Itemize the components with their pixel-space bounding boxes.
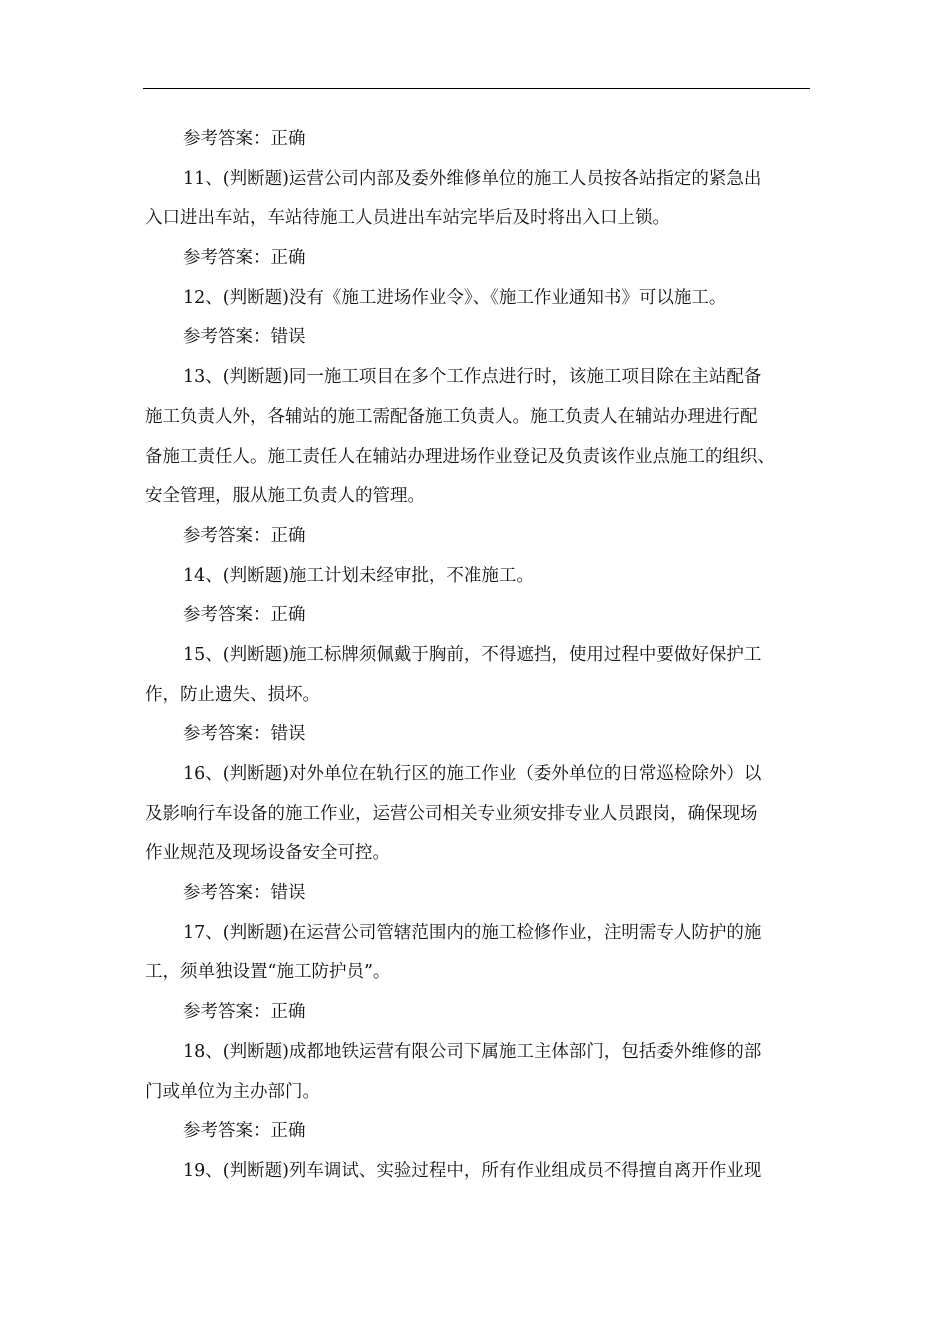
question-text-line: 18、(判断题)成都地铁运营有限公司下属施工主体部门，包括委外维修的部 — [183, 1041, 762, 1062]
question-11 — [145, 160, 810, 279]
answer-line: 参考答案：正确 — [183, 525, 306, 546]
answer-line: 参考答案：错误 — [183, 883, 306, 904]
question-text-line: 工，须单独设置“施工防护员”。 — [145, 962, 391, 983]
question-text-line: 17、(判断题)在运营公司管辖范围内的施工检修作业，注明需专人防护的施 — [183, 922, 762, 943]
question-text-line: 作，防止遗失、损坏。 — [145, 684, 320, 705]
question-16 — [145, 755, 810, 914]
question-12 — [145, 279, 810, 358]
question-text-line: 入口进出车站，车站待施工人员进出车站完毕后及时将出入口上锁。 — [145, 208, 670, 229]
question-text-line: 11、(判断题)运营公司内部及委外维修单位的施工人员按各站指定的紧急出 — [183, 168, 762, 189]
answer-line: 参考答案：正确 — [183, 1002, 306, 1023]
question-text-line: 16、(判断题)对外单位在轨行区的施工作业（委外单位的日常巡检除外）以 — [183, 764, 762, 784]
question-13 — [145, 358, 810, 556]
question-text-line: 门或单位为主办部门。 — [145, 1081, 320, 1102]
question-15 — [145, 636, 810, 755]
header-rule — [143, 88, 810, 89]
question-14 — [145, 557, 810, 636]
answer-line: 参考答案：错误 — [183, 327, 306, 348]
question-18 — [145, 1033, 810, 1152]
question-text-line: 安全管理，服从施工负责人的管理。 — [145, 486, 425, 507]
question-text-line: 12、(判断题)没有《施工进场作业令》、《施工作业通知书》可以施工。 — [183, 287, 727, 308]
question-text-line: 及影响行车设备的施工作业，运营公司相关专业须安排专业人员跟岗，确保现场 — [145, 803, 758, 824]
answer-line: 参考答案：正确 — [183, 605, 306, 626]
question-text-line: 备施工责任人。施工责任人在辅站办理进场作业登记及负责该作业点施工的组织、 — [145, 446, 775, 467]
question-text-line: 施工负责人外，各辅站的施工需配备施工负责人。施工负责人在辅站办理进行配 — [145, 406, 758, 427]
question-19 — [145, 1152, 810, 1192]
question-text-line: 14、(判断题)施工计划未经审批，不准施工。 — [183, 565, 534, 586]
question-text-line: 19、(判断题)列车调试、实验过程中，所有作业组成员不得擅自离开作业现 — [183, 1160, 762, 1181]
answer-line: 参考答案：错误 — [183, 724, 306, 745]
question-text-line: 作业规范及现场设备安全可控。 — [145, 843, 390, 864]
answer-line: 参考答案：正确 — [183, 1121, 306, 1142]
question-text-line: 13、(判断题)同一施工项目在多个工作点进行时，该施工项目除在主站配备 — [183, 367, 762, 388]
question-17 — [145, 914, 810, 1033]
question-text-line: 15、(判断题)施工标牌须佩戴于胸前，不得遮挡，使用过程中要做好保护工 — [183, 644, 762, 665]
question-list — [145, 120, 810, 1192]
answer-line: 参考答案：正确 — [183, 129, 306, 149]
answer-line: 参考答案：正确 — [183, 248, 306, 269]
